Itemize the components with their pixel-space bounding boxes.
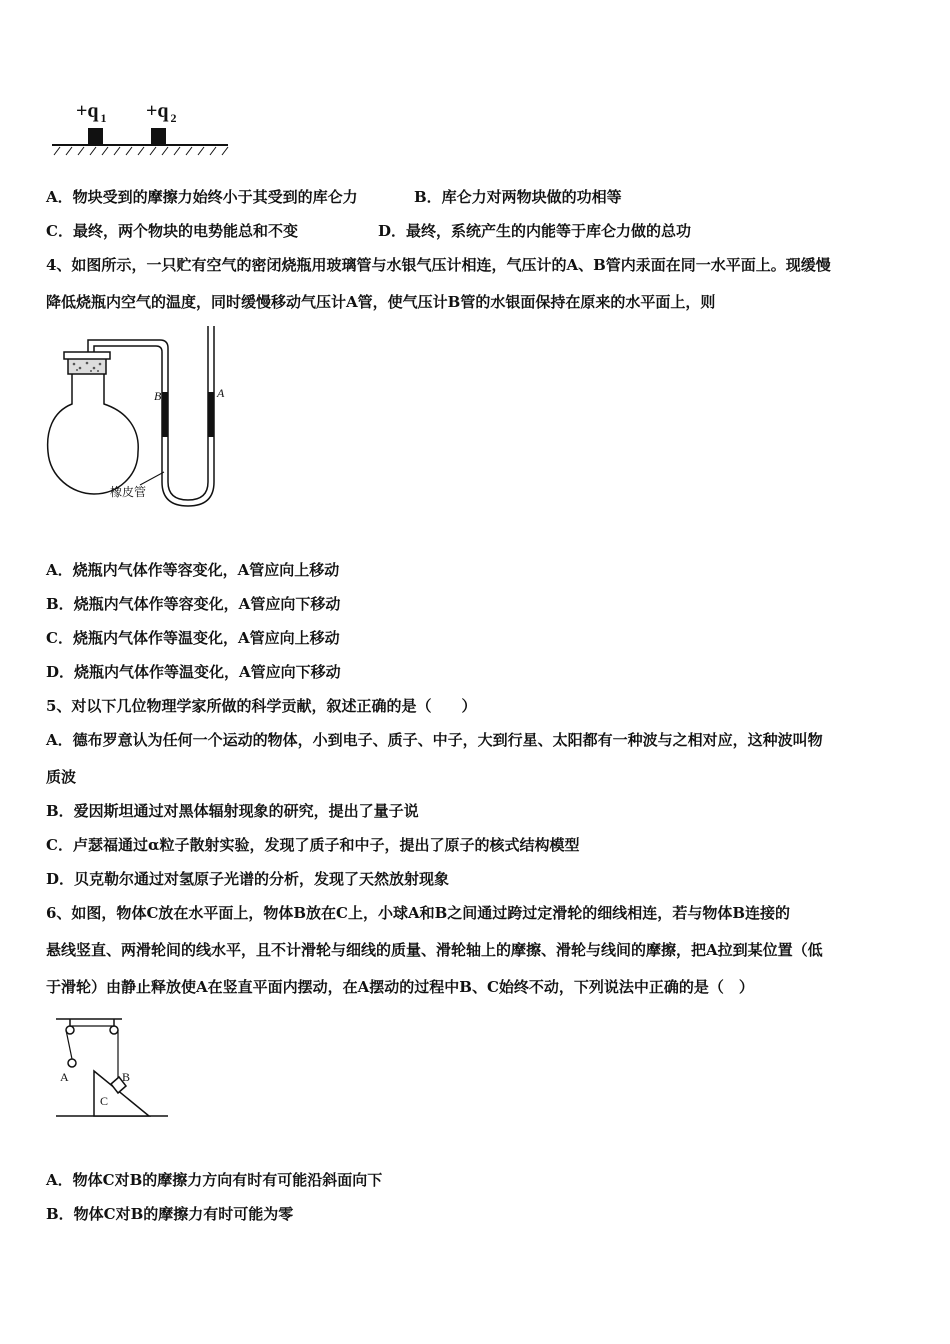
charges-figure [48,95,233,160]
fig-label-a: A [217,386,225,400]
flask-barometer-figure [42,322,242,512]
charge-q1-label: +q $_1$ [76,100,107,125]
tube-b [162,387,168,482]
q3-options-row-2 [46,221,691,241]
ground-line [52,145,228,155]
ball-a [68,1059,76,1067]
q6-option-b: B．物体C对B的摩擦力有时可能为零 [46,1205,294,1223]
q3-options-row-1 [46,187,622,207]
fig-label-b: B [154,389,162,403]
q3-option-b: B．库仑力对两物块做的功相等 [414,188,622,206]
q4-option-d: D．烧瓶内气体作等温变化，A管应向下移动 [46,663,341,681]
tube-a-mercury [209,392,214,437]
charge-q2-label: +q $_2$ [146,100,177,125]
rubber-tube-pointer [140,472,164,485]
tube-a [208,326,214,482]
q5-option-c: C．卢瑟福通过α粒子散射实验，发现了质子和中子，提出了原子的核式结构模型 [46,836,580,854]
q5-option-d: D．贝克勒尔通过对氢原子光谱的分析，发现了天然放射现象 [46,870,450,888]
q6-stem-line-3: 于滑轮）由静止释放使A在竖直平面内摆动，在A摆动的过程中B、C始终不动，下列说法中正确的是（ ） [46,978,754,996]
fig-label-rubber-tube: 橡皮管 [110,485,147,499]
fig6-label-b: B [122,1070,131,1084]
charge-q1-subscript: 1 [100,111,107,125]
q4-option-c: C．烧瓶内气体作等温变化，A管应向上移动 [46,629,340,647]
q4-stem-line-1: 4、如图所示，一只贮有空气的密闭烧瓶用玻璃管与水银气压计相连，气压计的A、B管内汞面在同一水平面上。现缓慢 [46,256,831,274]
q5-option-b: B．爱因斯坦通过对黑体辐射现象的研究，提出了量子说 [46,802,419,820]
q3-option-a: A．物块受到的摩擦力始终小于其受到的库仑力 [46,188,358,206]
tube-b-mercury [163,392,168,437]
q4-option-a: A．烧瓶内气体作等容变化，A管应向上移动 [46,561,340,579]
q5-option-a-line-2: 质波 [46,768,77,786]
block-q2 [151,128,166,144]
pulley-left [66,1026,74,1034]
q6-stem-line-1: 6、如图，物体C放在水平面上，物体B放在C上，小球A和B之间通过跨过定滑轮的细线相连，若与物体B连接的 [46,904,790,922]
q4-option-b: B．烧瓶内气体作等容变化，A管应向下移动 [46,595,341,613]
q3-option-c: C．最终，两个物块的电势能总和不变 [46,222,298,240]
q6-stem-line-2: 悬线竖直、两滑轮间的线水平，且不计滑轮与细线的质量、滑轮轴上的摩擦、滑轮与线间的摩擦，把A拉到某位置（低 [46,941,823,959]
pulley-right [110,1026,118,1034]
block-q1 [88,128,103,144]
fig6-label-c: C [100,1094,109,1108]
q5-stem: 5、对以下几位物理学家所做的科学贡献，叙述正确的是（ ） [46,697,477,715]
rubber-tube [162,482,214,506]
charge-q2-subscript: 2 [170,111,177,125]
fig6-label-a: A [60,1070,69,1084]
pulley-incline-figure [50,1015,175,1121]
q3-option-d: D．最终，系统产生的内能等于库仑力做的总功 [378,222,692,240]
q6-option-a: A．物体C对B的摩擦力方向有时有可能沿斜面向下 [46,1171,383,1189]
flask [48,374,139,494]
q5-option-a-line-1: A．德布罗意认为任何一个运动的物体，小到电子、质子、中子，大到行星、太阳都有一种波与之相对应，这种波叫物 [46,731,823,749]
q4-stem-line-2: 降低烧瓶内空气的温度，同时缓慢移动气压计A管，使气压计B管的水银面保持在原来的水平面上，则 [46,293,716,311]
flask-stopper [64,352,110,374]
